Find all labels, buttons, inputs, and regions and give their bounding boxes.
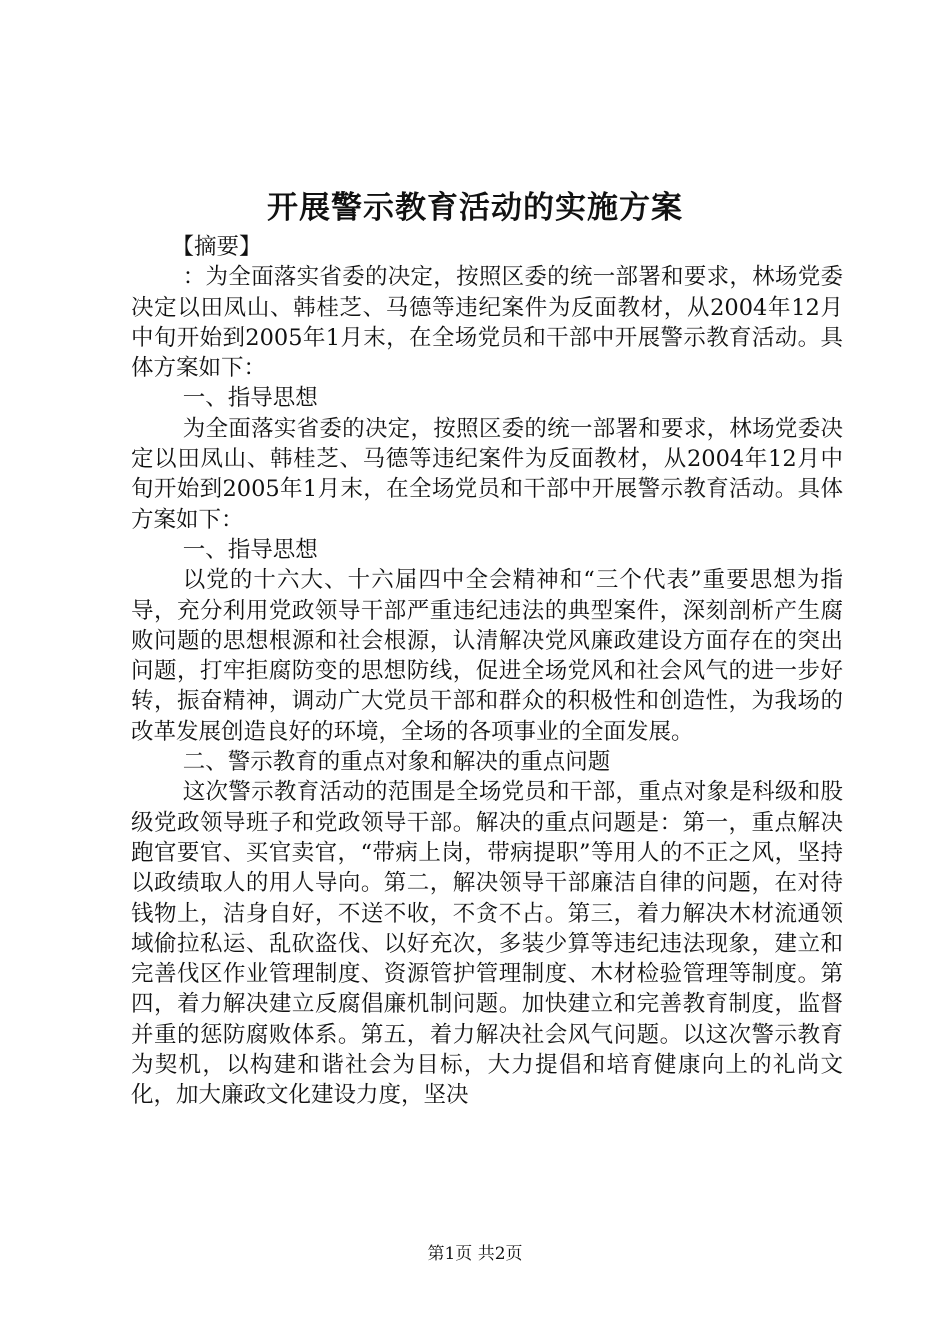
body-paragraph-key-targets: 这次警示教育活动的范围是全场党员和干部，重点对象是科级和股级党政领导班子和党政领导干部。解决的重点问题是：第一，重点解决跑官要官、买官卖官，“带病上岗，带病提职”等用人的不正之风，坚持以政绩取人的用人导向。第二，解决领导干部廉洁自律的问题，在对待钱物上，洁身自好，不送不收，不贪不占。第三，着力解决木材流通领域偷拉私运、乱砍盗伐、以好充次，多装少算等违纪违法现象，建立和完善伐区作业管理制度、资源管护管理制度、木材检验管理等制度。第四，着力解决建立反腐倡廉机制问题。加快建立和完善教育制度，监督并重的惩防腐败体系。第五，着力解决社会风气问题。以这次警示教育为契机，以构建和谐社会为目标，大力提倡和培育健康向上的礼尚文化，加大廉政文化建设力度，坚决 — [131, 779, 843, 1109]
page-footer: 第1页 共2页 — [427, 1244, 523, 1264]
body-paragraph-guiding-thought: 以党的十六大、十六届四中全会精神和“三个代表”重要思想为指导，充分利用党政领导干部严重违纪违法的典型案件，深刻剖析产生腐败问题的思想根源和社会根源，认清解决党风廉政建设方面存在的突出问题，打牢拒腐防变的思想防线，促进全场党风和社会风气的进一步好转，振奋精神，调动广大党员干部和群众的积极性和创造性，为我场的改革发展创造良好的环境，全场的各项事业的全面发展。 — [131, 567, 843, 745]
section-heading-guiding-thought: 一、指导思想 — [182, 385, 318, 412]
abstract-label: 【摘要】 — [171, 234, 262, 260]
body-paragraph-intro: 为全面落实省委的决定，按照区委的统一部署和要求，林场党委决定以田凤山、韩桂芝、马德等违纪案件为反面教材，从2004年12月中旬开始到2005年1月末，在全场党员和干部中开展警示教育活动。具体方案如下： — [131, 415, 843, 533]
section-heading-guiding-thought-repeat: 一、指导思想 — [182, 536, 318, 563]
document-title: 开展警示教育活动的实施方案 — [267, 190, 683, 226]
section-heading-key-targets: 二、警示教育的重点对象和解决的重点问题 — [182, 749, 611, 776]
document-body — [131, 232, 843, 1111]
abstract-paragraph: ：为全面落实省委的决定，按照区委的统一部署和要求，林场党委决定以田凤山、韩桂芝、马德等违纪案件为反面教材，从2004年12月中旬开始到2005年1月末，在全场党员和干部中开展警示教育活动。具体方案如下： — [131, 264, 843, 382]
